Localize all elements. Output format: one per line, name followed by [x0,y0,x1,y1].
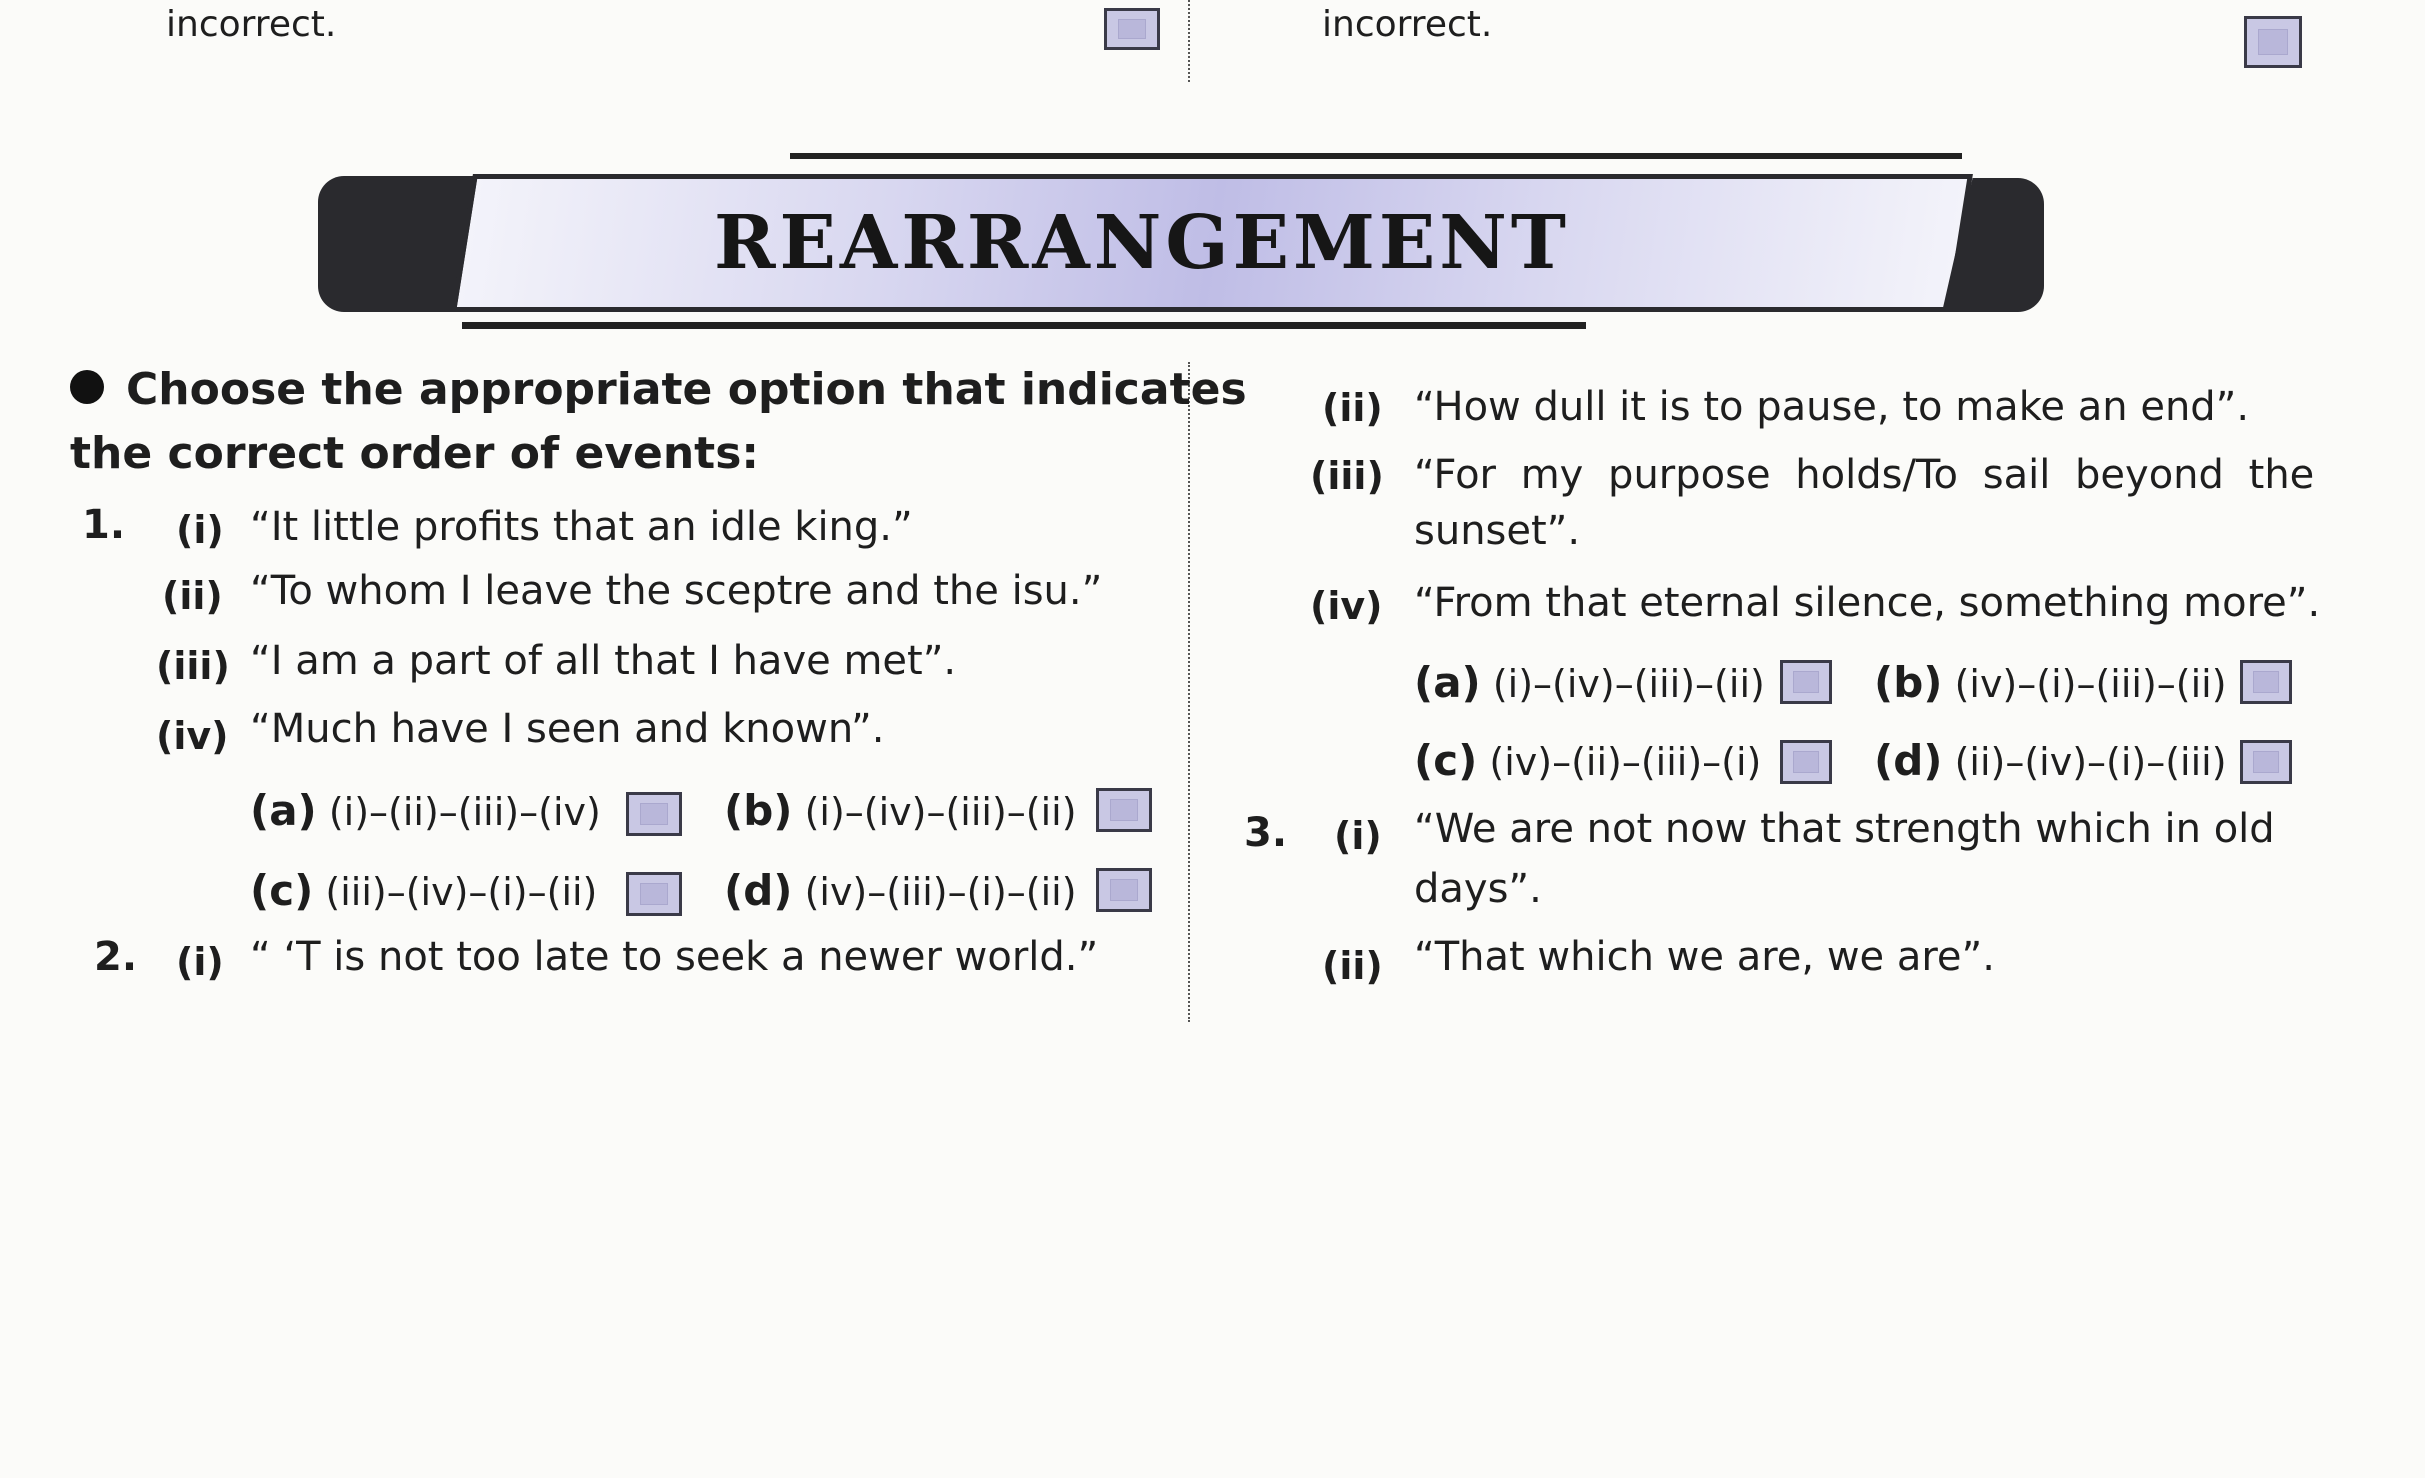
q1-option-d-text: (iv)–(iii)–(i)–(ii) [804,870,1077,914]
q3-item-1-roman: (i) [1334,814,1382,858]
q2-item-2-text: “How dull it is to pause, to make an end”. [1414,384,2250,430]
question-1-number: 1. [82,502,126,548]
q1-option-c[interactable] [250,866,597,915]
q2-option-a-letter: (a) [1414,658,1481,707]
question-3-number: 3. [1244,810,1288,856]
q1-option-b-checkbox[interactable] [1096,788,1152,832]
q2-option-d-text: (ii)–(iv)–(i)–(iii) [1954,740,2227,784]
q2-item-3-text: “For my purpose holds/To sail beyond the [1414,452,2315,498]
q2-option-b-checkbox[interactable] [2240,660,2292,704]
q1-item-1-roman: (i) [176,508,224,552]
question-2-number: 2. [94,934,138,980]
q2-option-d[interactable] [1874,736,2227,785]
column-divider-top [1188,0,1190,82]
q2-item-2-roman: (ii) [1322,386,1383,430]
q3-item-2-roman: (ii) [1322,944,1383,988]
instruction-line-1: Choose the appropriate option that indicates [126,364,1247,415]
q3-item-1-text: “We are not now that strength which in old [1414,806,2275,852]
q2-option-d-checkbox[interactable] [2240,740,2292,784]
q1-item-2-text: “To whom I leave the sceptre and the isu.” [250,568,1103,614]
q1-option-b-letter: (b) [724,786,793,835]
q2-item-1-text: “ ‘T is not too late to seek a newer world.” [250,934,1099,980]
bullet-icon [70,370,104,404]
top-left-text: incorrect. [166,4,337,45]
q2-option-b-letter: (b) [1874,658,1943,707]
q1-item-4-text: “Much have I seen and known”. [250,706,885,752]
q1-option-a[interactable] [250,786,601,835]
q2-option-c[interactable] [1414,736,1761,785]
q2-option-a-text: (i)–(iv)–(iii)–(ii) [1492,662,1765,706]
answer-checkbox-prev-right[interactable] [2244,16,2302,68]
column-divider [1188,362,1190,1022]
top-right-text: incorrect. [1322,4,1493,45]
q2-option-d-letter: (d) [1874,736,1943,785]
q2-option-a[interactable] [1414,658,1765,707]
q1-option-c-letter: (c) [250,866,314,915]
q2-option-b-text: (iv)–(i)–(iii)–(ii) [1954,662,2227,706]
q2-item-1-roman: (i) [176,940,224,984]
q1-option-b[interactable] [724,786,1077,835]
banner-rule-top [790,153,1962,159]
q1-item-4-roman: (iv) [156,714,229,758]
q1-item-2-roman: (ii) [162,574,223,618]
q1-option-b-text: (i)–(iv)–(iii)–(ii) [804,790,1077,834]
q1-option-d-checkbox[interactable] [1096,868,1152,912]
q2-item-4-roman: (iv) [1310,584,1383,628]
q2-option-c-letter: (c) [1414,736,1478,785]
q2-item-4-text: “From that eternal silence, something more”. [1414,580,2321,626]
q1-option-d[interactable] [724,866,1077,915]
q1-option-a-text: (i)–(ii)–(iii)–(iv) [328,790,601,834]
q3-item-1-text-cont: days”. [1414,866,1542,912]
answer-checkbox-prev-left[interactable] [1104,8,1160,50]
q1-option-c-checkbox[interactable] [626,872,682,916]
banner-rule-bottom [462,322,1586,329]
q2-item-3-text-cont: sunset”. [1414,508,1581,554]
q1-option-c-text: (iii)–(iv)–(i)–(ii) [325,870,598,914]
instruction-line-2: the correct order of events: [70,428,759,479]
q2-item-3-roman: (iii) [1310,454,1384,498]
q2-option-a-checkbox[interactable] [1780,660,1832,704]
q1-option-a-letter: (a) [250,786,317,835]
q3-item-2-text: “That which we are, we are”. [1414,934,1995,980]
q1-item-1-text: “It little profits that an idle king.” [250,504,913,550]
q2-option-c-text: (iv)–(ii)–(iii)–(i) [1489,740,1762,784]
q1-item-3-text: “I am a part of all that I have met”. [250,638,957,684]
q1-item-3-roman: (iii) [156,644,230,688]
section-title: REARRANGEMENT [714,200,1570,286]
q1-option-a-checkbox[interactable] [626,792,682,836]
q2-option-c-checkbox[interactable] [1780,740,1832,784]
q1-option-d-letter: (d) [724,866,793,915]
q2-option-b[interactable] [1874,658,2227,707]
